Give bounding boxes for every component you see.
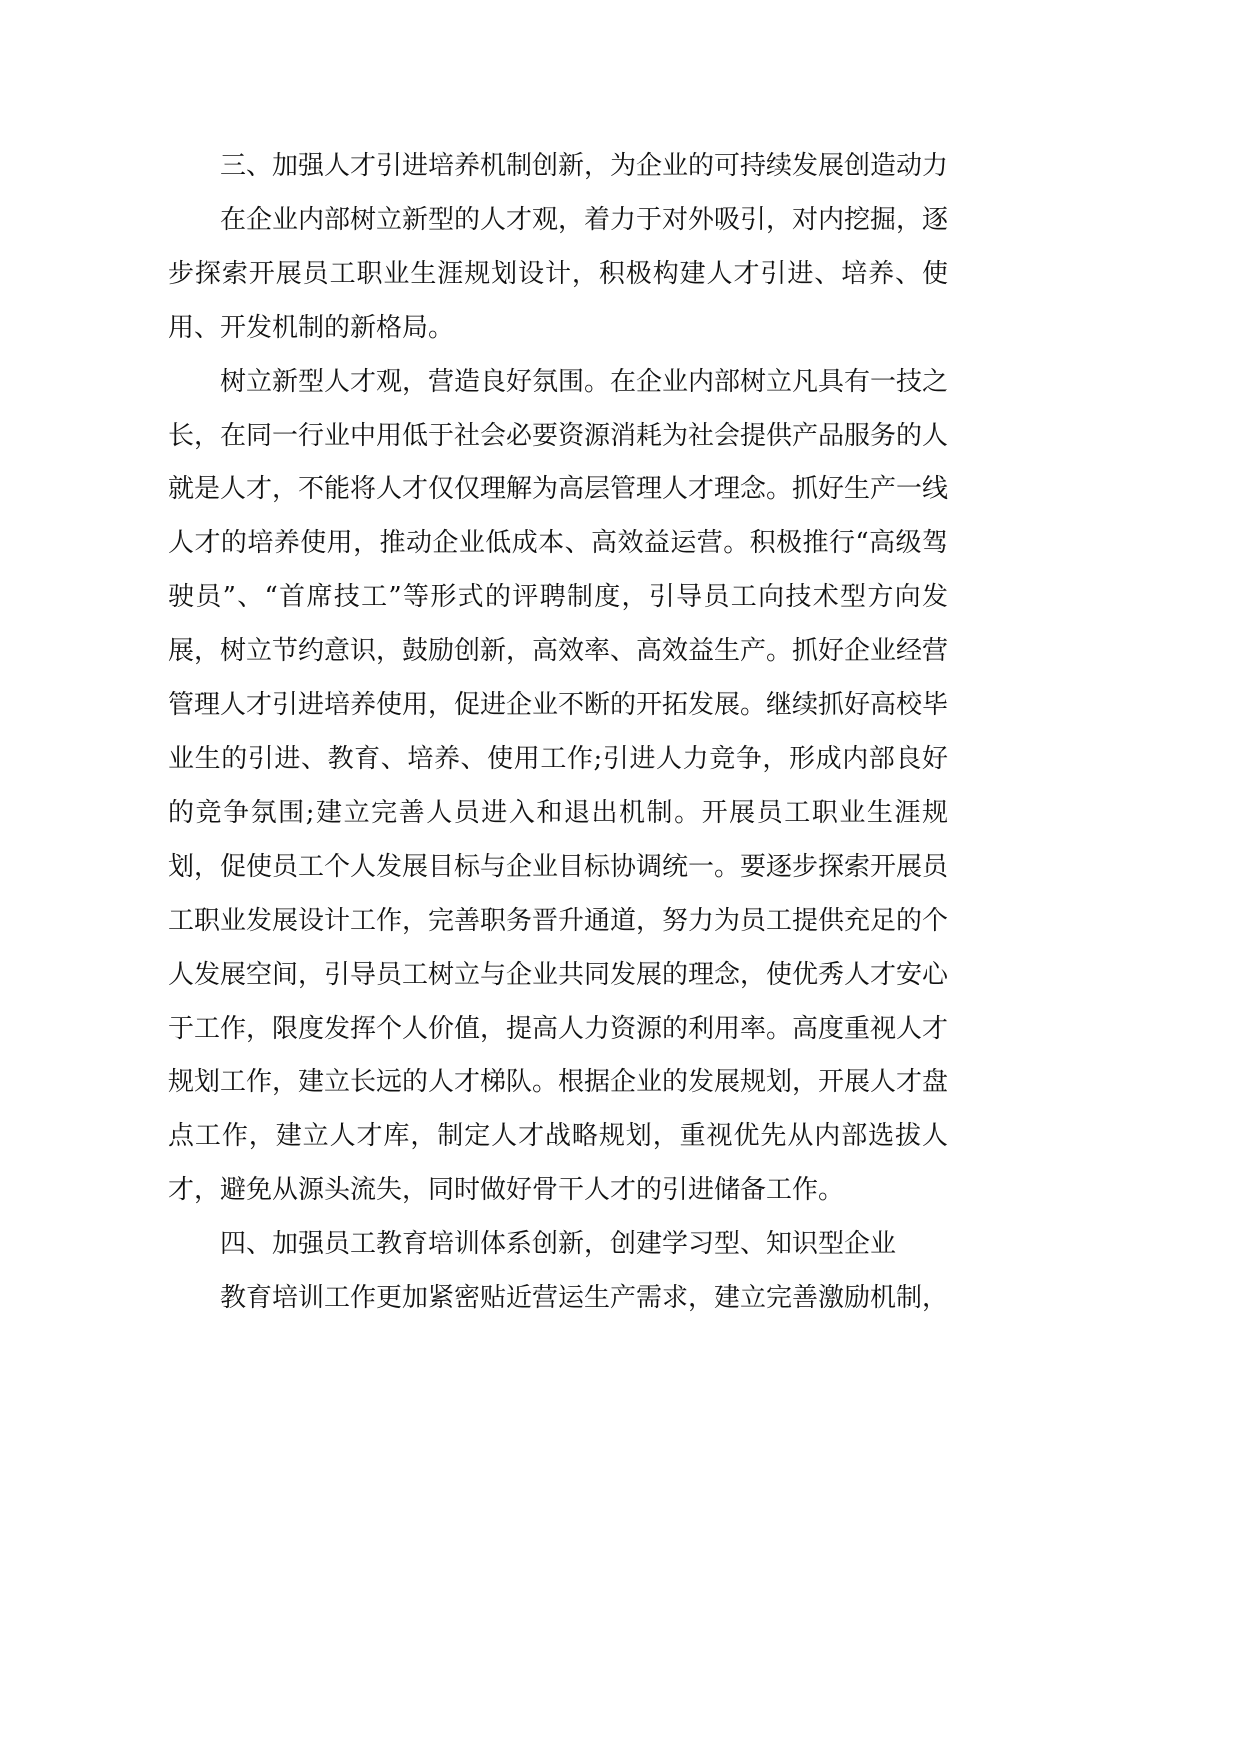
section-heading-4: 四、加强员工教育培训体系创新，创建学习型、知识型企业	[220, 1229, 897, 1260]
section-3-paragraph-2: 树立新型人才观，营造良好氛围。在企业内部树立凡具有一技之长，在同一行业中用低于社会必要资源消耗为社会提供产品服务的人就是人才，不能将人才仅仅理解为高层管理人才理念。抓好生产一线人才的培养使用，推动企业低成本、高效益运营。积极推行“高级驾驶员”、“首席技工”等形式的评聘制度，引导员工向技术型方向发展，树立节约意识，鼓励创新，高效率、高效益生产。抓好企业经营管理人才引进培养使用，促进企业不断的开拓发展。继续抓好高校毕业生的引进、教育、培养、使用工作;引进人力竞争，形成内部良好的竞争氛围;建立完善人员进入和退出机制。开展员工职业生涯规划，促使员工个人发展目标与企业目标协调统一。要逐步探索开展员工职业发展设计工作，完善职务晋升通道，努力为员工提供充足的个人发展空间，引导员工树立与企业共同发展的理念，使优秀人才安心于工作，限度发挥个人价值，提高人力资源的利用率。高度重视人才规划工作，建立长远的人才梯队。根据企业的发展规划，开展人才盘点工作，建立人才库，制定人才战略规划，重视优先从内部选拔人才，避免从源头流失，同时做好骨干人才的引进储备工作。	[168, 366, 949, 1206]
section-4-paragraph-1: 教育培训工作更加紧密贴近营运生产需求，建立完善激励机制，	[220, 1283, 949, 1314]
document-body	[168, 140, 948, 1326]
section-3-paragraph-1: 在企业内部树立新型的人才观，着力于对外吸引，对内挖掘，逐步探索开展员工职业生涯规划设计，积极构建人才引进、培养、使用、开发机制的新格局。	[168, 204, 949, 343]
section-heading-3: 三、加强人才引进培养机制创新，为企业的可持续发展创造动力	[220, 151, 949, 181]
